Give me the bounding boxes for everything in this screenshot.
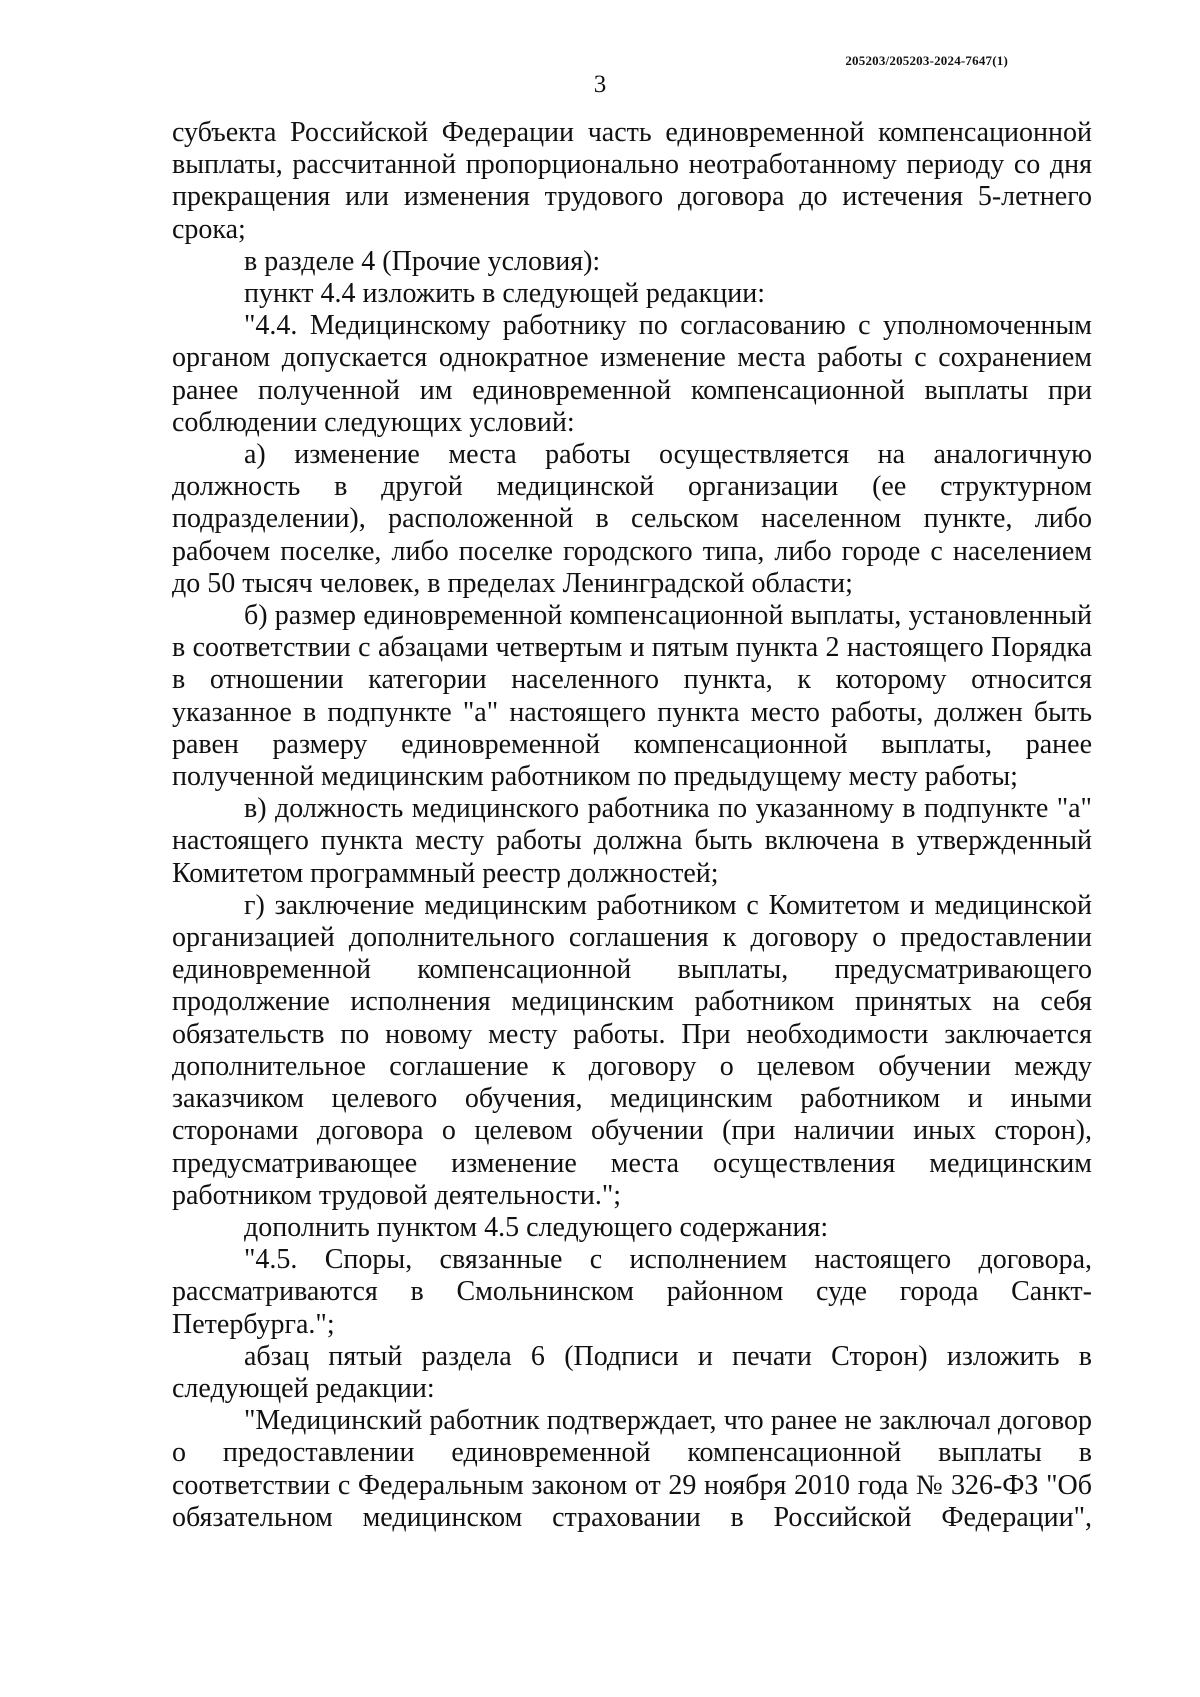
paragraph-section-6: абзац пятый раздела 6 (Подписи и печати Сторон) изложить в следующей редакции:: [172, 1340, 1092, 1404]
paragraph-section-4: в разделе 4 (Прочие условия):: [244, 245, 601, 277]
paragraph-item-4-5: "4.5. Споры, связанные с исполнением настоящего договора, рассматриваются в Смольнинском районном суде города Санкт-Петербурга.";: [172, 1244, 1092, 1340]
page-number: 3: [593, 71, 607, 98]
paragraph-confirmation: "Медицинский работник подтверждает, что ранее не заключал договор о предоставлении единовременной компенсационной выплаты в соответствии с Федеральным законом от 29 ноября 2010 года № 326-ФЗ "Об обязательном медицинском страховании в Российской Федерации",: [172, 1405, 1092, 1533]
paragraph-subitem-g: г) заключение медицинским работником с Комитетом и медицинской организацией дополнительного соглашения к договору о предоставлении единовременной компенсационной выплаты, предусматривающего продолжение исполнения медицинским работником принятых на себя обязательств по новому месту работы. При необходимости заключается дополнительное соглашение к договору о целевом обучении между заказчиком целевого обучения, медицинским работником и иными сторонами договора о целевом обучении (при наличии иных сторон), предусматривающее изменение места осуществления медицинским работником трудовой деятельности.";: [172, 889, 1092, 1211]
paragraph-item-4-4: "4.4. Медицинскому работнику по согласованию с уполномоченным органом допускается однократное изменение места работы с сохранением ранее полученной им единовременной компенсационной выплаты при соблюдении следующих условий:: [172, 310, 1092, 438]
document-body: [172, 117, 1092, 1534]
paragraph-subitem-a: а) изменение места работы осуществляется на аналогичную должность в другой медицинской организации (ее структурном подразделении), расположенной в сельском населенном пункте, либо рабочем поселке, либо поселке городского типа, либо городе с населением до 50 тысяч человек, в пределах Ленинградской области;: [172, 439, 1092, 599]
paragraph-item-4-5-intro: дополнить пунктом 4.5 следующего содержания:: [244, 1211, 829, 1243]
paragraph-subitem-v: в) должность медицинского работника по указанному в подпункте "а" настоящего пункта месту работы должна быть включена в утвержденный Комитетом программный реестр должностей;: [172, 793, 1092, 889]
document-id: 205203/205203-2024-7647(1): [845, 53, 1008, 68]
paragraph-continuation: субъекта Российской Федерации часть единовременной компенсационной выплаты, рассчитанной пропорционально неотработанному периоду со дня прекращения или изменения трудового договора до истечения 5-летнего срока;: [172, 117, 1092, 245]
paragraph-item-4-4-intro: пункт 4.4 изложить в следующей редакции:: [244, 278, 765, 310]
paragraph-subitem-b: б) размер единовременной компенсационной выплаты, установленный в соответствии с абзацами четвертым и пятым пункта 2 настоящего Порядка в отношении категории населенного пункта, к которому относится указанное в подпункте "а" настоящего пункта место работы, должен быть равен размеру единовременной компенсационной выплаты, ранее полученной медицинским работником по предыдущему месту работы;: [172, 600, 1092, 793]
